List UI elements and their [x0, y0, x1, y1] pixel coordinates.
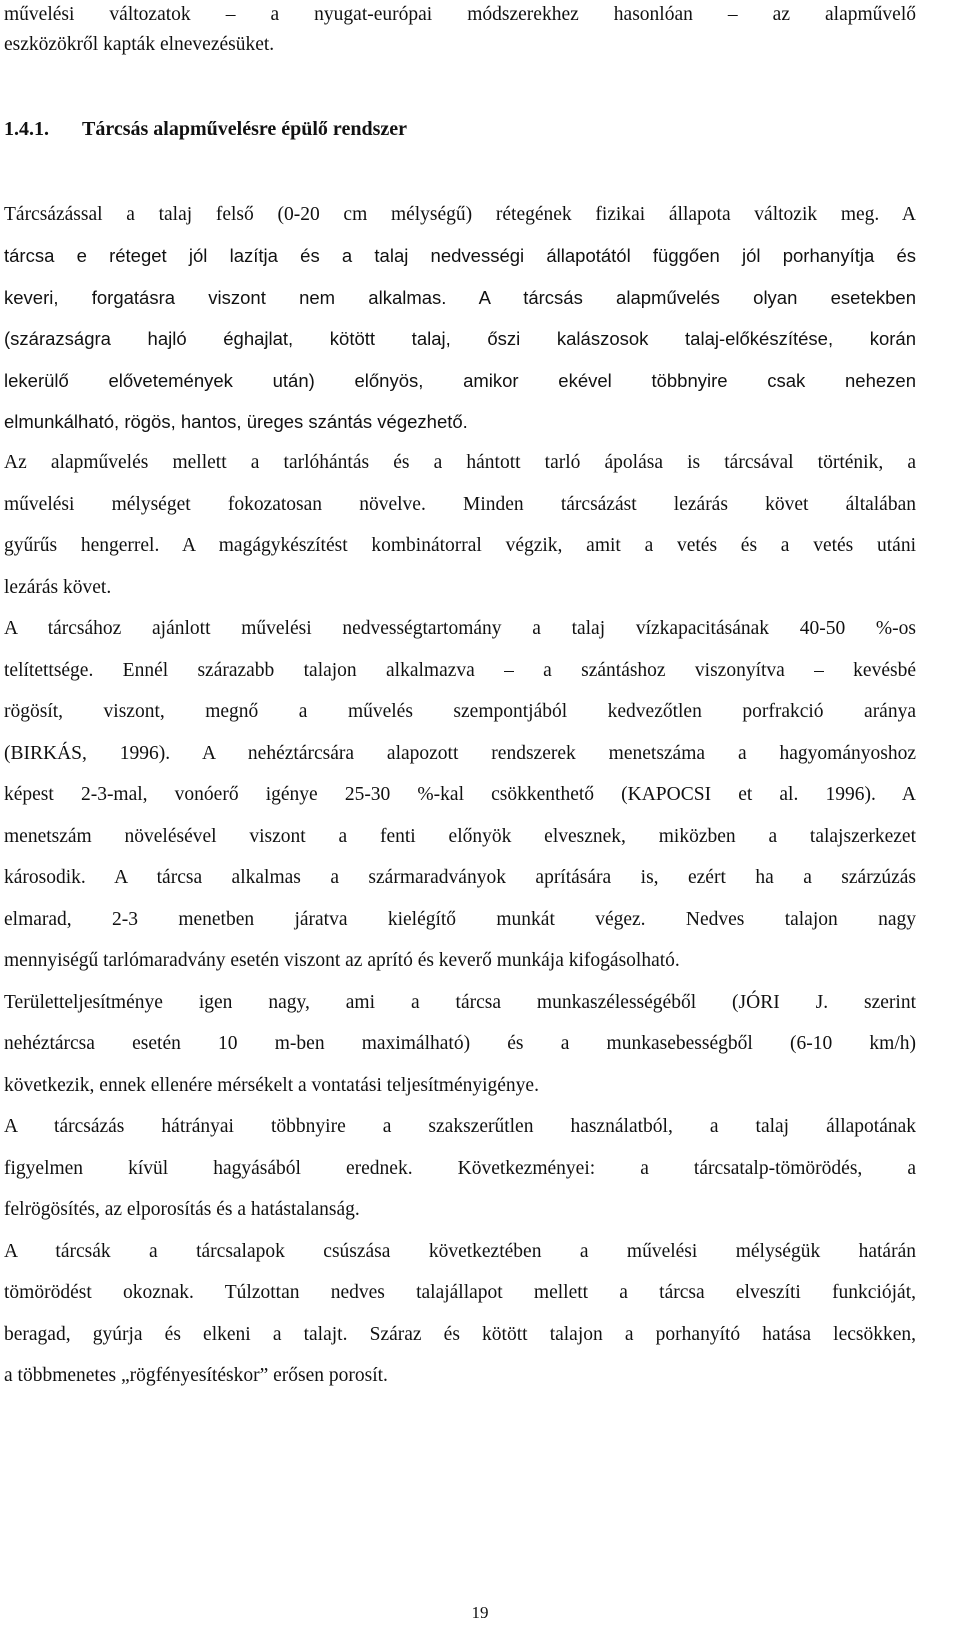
text-line: Területteljesítménye igen nagy, ami a tárcsa munkaszélességéből (JÓRI J. szerint [4, 992, 916, 1013]
section-number: 1.4.1. [4, 118, 49, 140]
text-line: nehéztárcsa esetén 10 m-ben maximálható) és a munkasebességből (6-10 km/h) [4, 1033, 916, 1054]
text-line: lekerülő elővetemények után) előnyös, amikor ekével többnyire csak nehezen [4, 370, 916, 391]
text-line: figyelmen kívül hagyásából erednek. Következményei: a tárcsatalp-tömörödés, a [4, 1158, 916, 1179]
text-line: tömörödést okoznak. Túlzottan nedves talajállapot mellett a tárcsa elveszíti funkcióját, [4, 1282, 916, 1303]
text-line: károsodik. A tárcsa alkalmas a szármaradványok aprítására is, ezért ha a szárzúzás [4, 867, 916, 888]
text-line: A tárcsához ajánlott művelési nedvességtartomány a talaj vízkapacitásának 40-50 %-os [4, 618, 916, 639]
text-line: menetszám növelésével viszont a fenti előnyök elvesznek, miközben a talajszerkezet [4, 826, 916, 847]
section-heading [4, 117, 916, 141]
section-title: Tárcsás alapművelésre épülő rendszer [82, 118, 407, 140]
text-line: (szárazságra hajló éghajlat, kötött talaj, őszi kalászosok talaj-előkészítése, korán [4, 328, 916, 349]
text-line: felrögösítés, az elporosítás és a hatástalanság. [4, 1199, 360, 1220]
text-line: rögösít, viszont, megnő a művelés szempontjából kedvezőtlen porfrakció aránya [4, 701, 916, 722]
text-line: A tárcsák a tárcsalapok csúszása következtében a művelési mélységük határán [4, 1241, 916, 1262]
text-line: tárcsa e réteget jól lazítja és a talaj nedvességi állapotától függően jól porhanyítja és [4, 245, 916, 266]
text-line: következik, ennek ellenére mérsékelt a vontatási teljesítményigénye. [4, 1075, 539, 1096]
text-line: a többmenetes „rögfényesítéskor” erősen porosít. [4, 1365, 388, 1386]
text-line: Tárcsázással a talaj felső (0-20 cm mélységű) rétegének fizikai állapota változik meg. A [4, 204, 916, 225]
text-line: A tárcsázás hátrányai többnyire a szakszerűtlen használatból, a talaj állapotának [4, 1116, 916, 1137]
text-line: elmarad, 2-3 menetben járatva kielégítő munkát végez. Nedves talajon nagy [4, 909, 916, 930]
text-line: művelési mélységet fokozatosan növelve. Minden tárcsázást lezárás követ általában [4, 494, 916, 515]
text-line: mennyiségű tarlómaradvány esetén viszont az aprító és keverő munkája kifogásolható. [4, 950, 680, 971]
page-number: 19 [471, 1603, 489, 1622]
text-line: elmunkálható, rögös, hantos, üreges szántás végezhető. [4, 411, 468, 432]
text-line: (BIRKÁS, 1996). A nehéztárcsára alapozott rendszerek menetszáma a hagyományoshoz [4, 743, 916, 764]
text-line: Az alapművelés mellett a tarlóhántás és a hántott tarló ápolása is tárcsával történik, a [4, 452, 916, 473]
text-line: lezárás követ. [4, 577, 112, 598]
text-line: keveri, forgatásra viszont nem alkalmas. A tárcsás alapművelés olyan esetekben [4, 287, 916, 308]
intro-line: művelési változatok – a nyugat-európai módszerekhez hasonlóan – az alapművelő [4, 4, 916, 25]
intro-line: eszközökről kapták elnevezésüket. [4, 34, 275, 55]
text-line: gyűrűs hengerrel. A magágykészítést kombinátorral végzik, amit a vetés és a vetés utáni [4, 535, 916, 556]
text-line: telítettsége. Ennél szárazabb talajon alkalmazva – a szántáshoz viszonyítva – kevésbé [4, 660, 916, 681]
text-line: képest 2-3-mal, vonóerő igénye 25-30 %-kal csökkenthető (KAPOCSI et al. 1996). A [4, 784, 916, 805]
text-line: beragad, gyúrja és elkeni a talajt. Száraz és kötött talajon a porhanyító hatása lecsökken, [4, 1324, 916, 1345]
